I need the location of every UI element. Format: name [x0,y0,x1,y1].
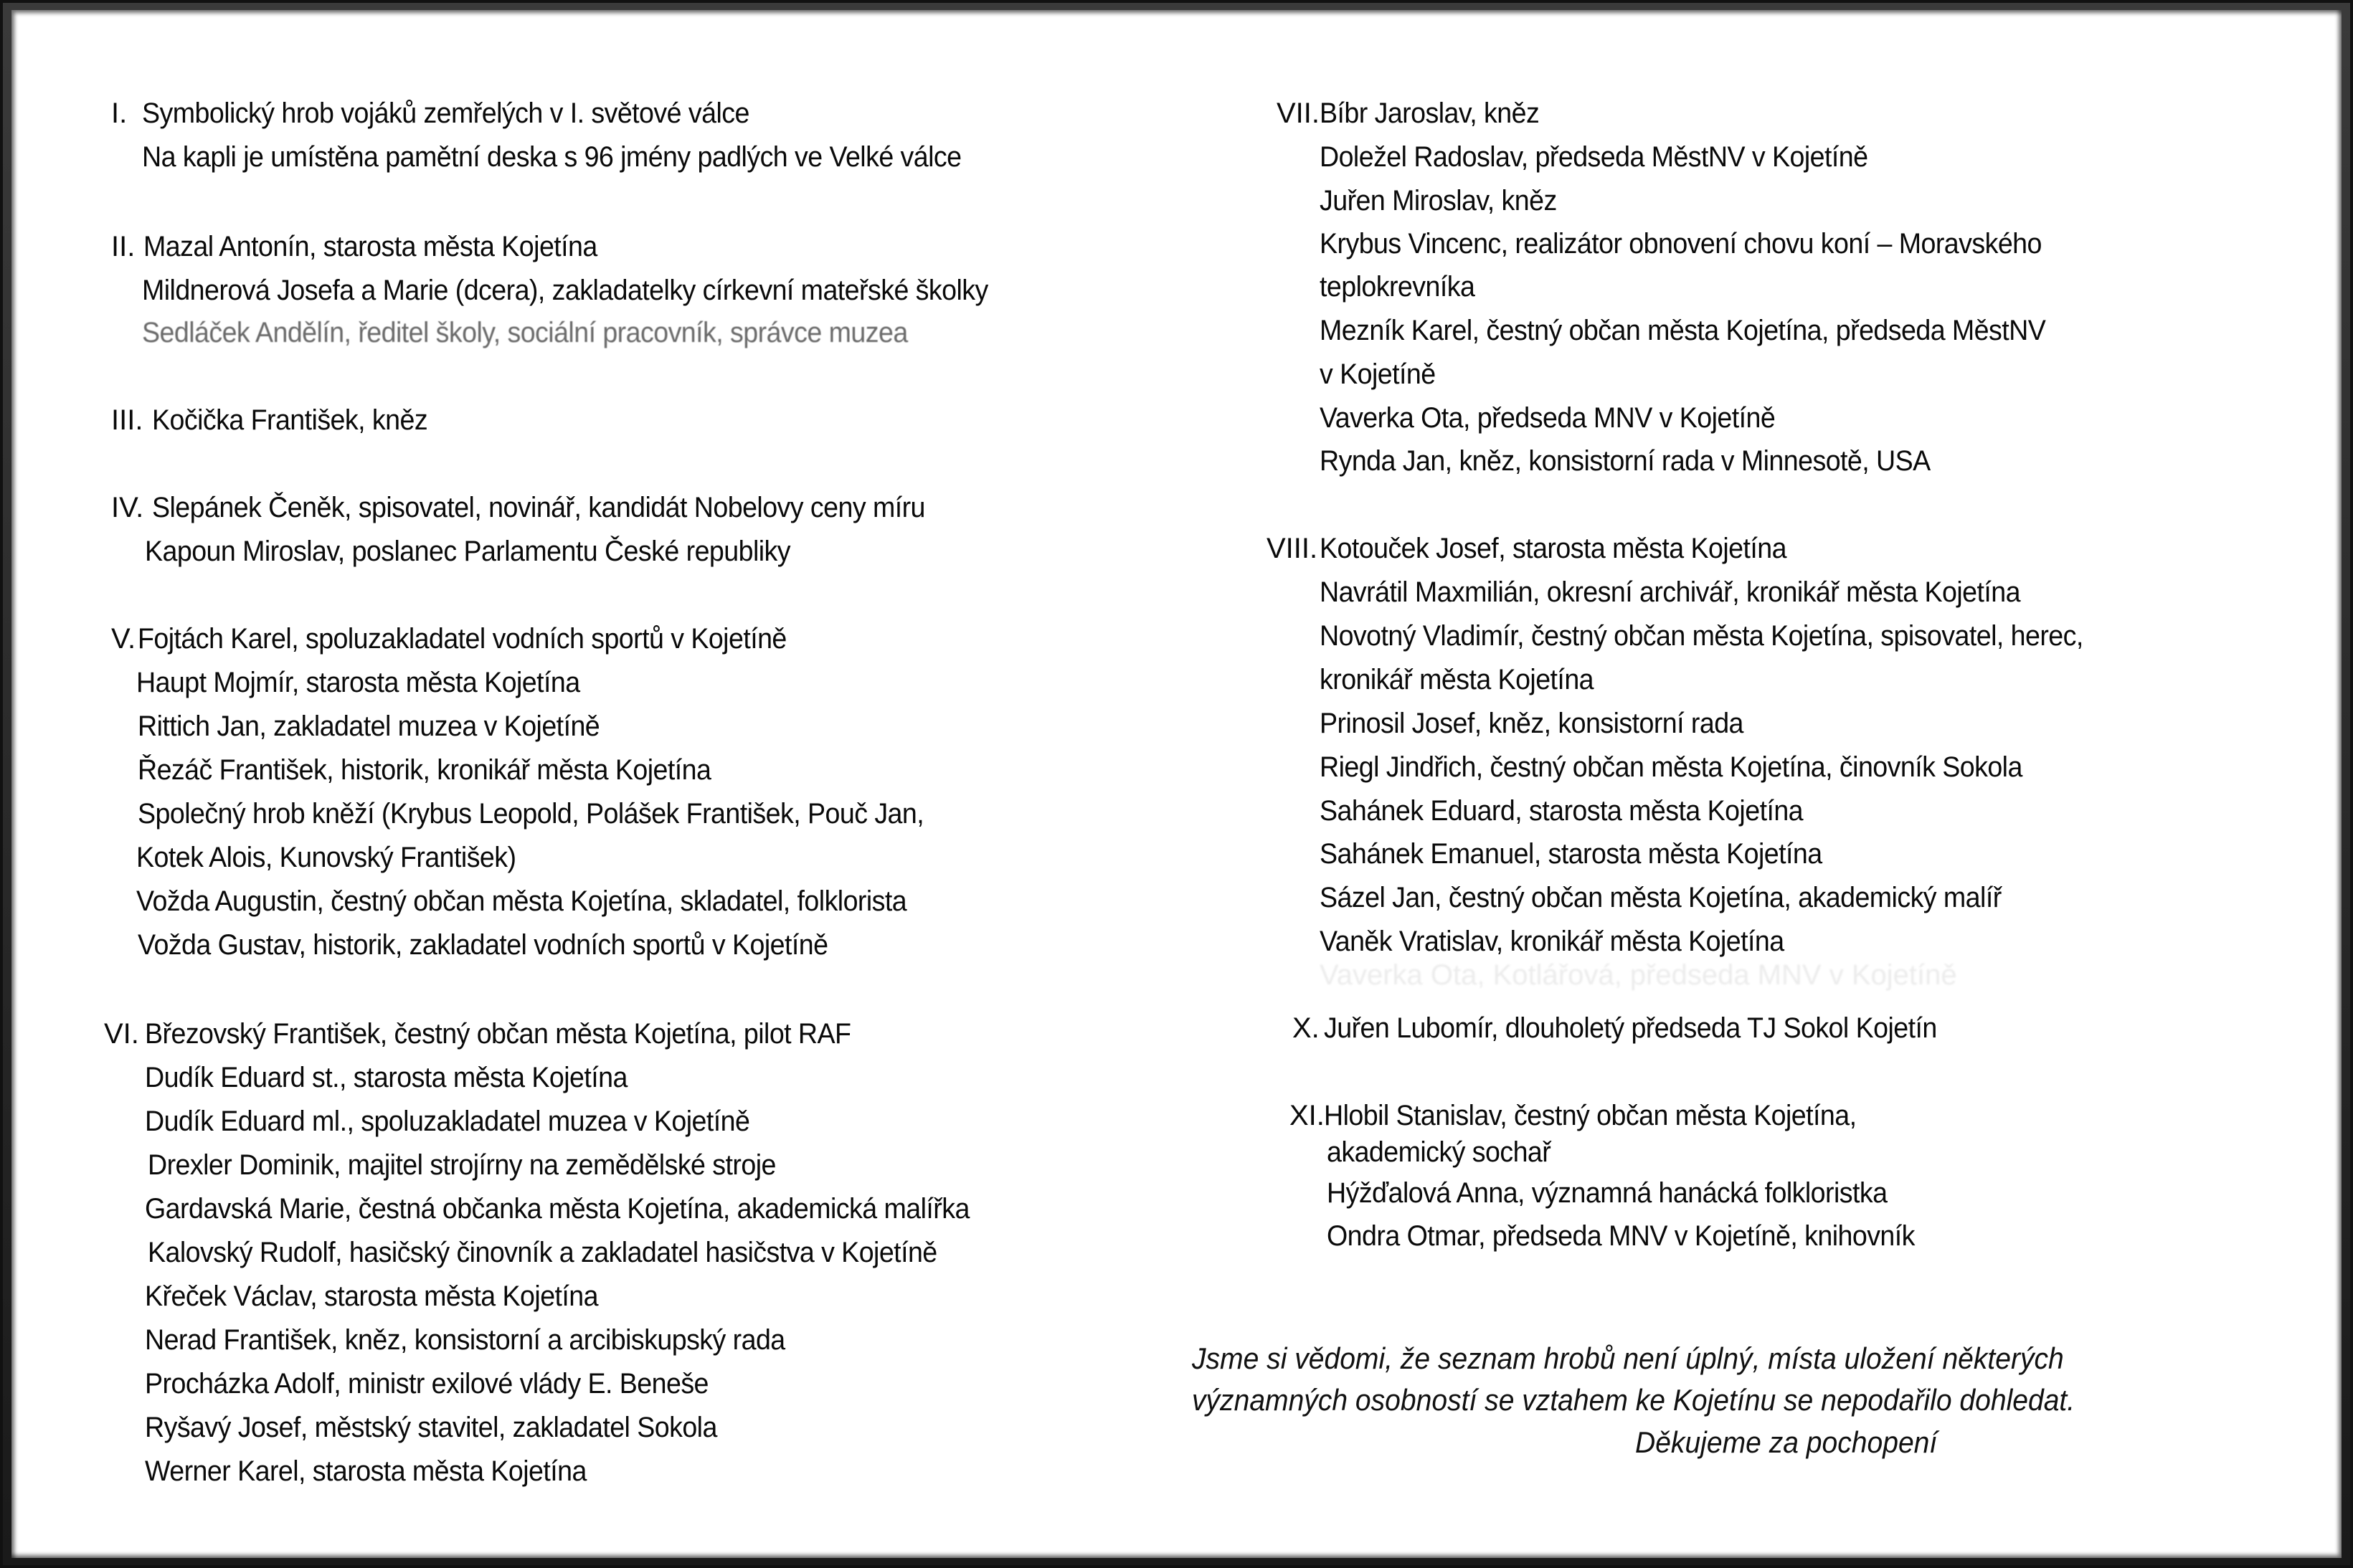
section-line: Řezáč František, historik, kronikář města Kojetína [138,754,711,786]
section-numeral: V. [111,623,136,655]
faded-residual-text: Vaverka Ota, Kotlářová, předseda MNV v Kojetíně [1320,959,1957,991]
section-line: Rynda Jan, kněz, konsistorní rada v Minnesotě, USA [1320,445,1931,477]
section-line: Drexler Dominik, majitel strojírny na zemědělské stroje [148,1149,776,1181]
section-line: Vožda Gustav, historik, zakladatel vodních sportů v Kojetíně [138,929,828,961]
section-line: Prinosil Josef, kněz, konsistorní rada [1320,708,1743,739]
section-line: Březovský František, čestný občan města Kojetína, pilot RAF [145,1018,851,1050]
section-line: Společný hrob kněží (Krybus Leopold, Polášek František, Pouč Jan, [138,798,924,830]
section-numeral: VIII. [1267,533,1318,564]
document-page [11,10,2342,1558]
section-line: Ryšavý Josef, městský stavitel, zakladatel Sokola [145,1412,717,1443]
section-line: Krybus Vincenc, realizátor obnovení chovu koní – Moravského [1320,228,2042,260]
section-line: v Kojetíně [1320,358,1436,390]
section-line: Sázel Jan, čestný občan města Kojetína, akademický malíř [1320,882,2002,913]
section-line: Nerad František, kněz, konsistorní a arcibiskupský rada [145,1324,785,1356]
section-line: Kalovský Rudolf, hasičský činovník a zakladatel hasičstva v Kojetíně [148,1237,937,1268]
section-numeral: I. [111,98,128,129]
section-numeral: II. [111,231,136,262]
section-line: Riegl Jindřich, čestný občan města Kojetína, činovník Sokola [1320,751,2022,783]
section-line: Vožda Augustin, čestný občan města Kojetína, skladatel, folklorista [136,885,907,917]
section-line: Kotouček Josef, starosta města Kojetína [1320,533,1786,564]
section-line: Vaněk Vratislav, kronikář města Kojetína [1320,926,1784,957]
section-line: Symbolický hrob vojáků zemřelých v I. světové válce [142,98,749,129]
section-line: Bíbr Jaroslav, kněz [1320,98,1540,129]
section-line: Gardavská Marie, čestná občanka města Kojetína, akademická malířka [145,1193,970,1225]
section-numeral: XI. [1289,1100,1325,1131]
note-line-1: Jsme si vědomi, že seznam hrobů není úplný, místa uložení některých [1192,1341,2064,1375]
section-line: kronikář města Kojetína [1320,664,1594,695]
section-line: Procházka Adolf, ministr exilové vlády E. Beneše [145,1368,709,1400]
section-line: Kapoun Miroslav, poslanec Parlamentu České republiky [145,536,791,567]
section-line: Juřen Miroslav, kněz [1320,185,1557,217]
section-line: Mazal Antonín, starosta města Kojetína [143,231,597,262]
section-line: Sahánek Emanuel, starosta města Kojetína [1320,838,1822,870]
section-line: Mezník Karel, čestný občan města Kojetína, předseda MěstNV [1320,315,2046,346]
section-line: Vaverka Ota, předseda MNV v Kojetíně [1320,402,1776,434]
section-line: Sedláček Andělín, ředitel školy, sociální pracovník, správce muzea [142,317,908,348]
section-line: teplokrevníka [1320,271,1475,303]
section-line: Na kapli je umístěna pamětní deska s 96 jmény padlých ve Velké válce [142,141,962,173]
section-line: Hlobil Stanislav, čestný občan města Kojetína, [1324,1100,1857,1131]
section-numeral: VI. [104,1018,139,1050]
section-line: Mildnerová Josefa a Marie (dcera), zakladatelky církevní mateřské školky [142,275,988,306]
section-numeral: VII. [1277,98,1320,129]
section-line: Dudík Eduard ml., spoluzakladatel muzea v Kojetíně [145,1106,750,1137]
section-line: Juřen Lubomír, dlouholetý předseda TJ Sokol Kojetín [1324,1012,1937,1044]
section-line: akademický sochař [1327,1136,1551,1168]
section-line: Fojtách Karel, spoluzakladatel vodních sportů v Kojetíně [138,623,787,655]
section-numeral: X. [1292,1012,1320,1044]
section-line: Novotný Vladimír, čestný občan města Kojetína, spisovatel, herec, [1320,620,2083,652]
section-numeral: IV. [111,492,144,523]
note-line-2: významných osobností se vztahem ke Kojetínu se nepodařilo dohledat. [1192,1383,2075,1417]
section-line: Křeček Václav, starosta města Kojetína [145,1280,599,1312]
section-line: Werner Karel, starosta města Kojetína [145,1455,587,1487]
section-line: Dudík Eduard st., starosta města Kojetína [145,1062,628,1093]
section-line: Kočička František, kněz [152,404,428,436]
section-line: Ondra Otmar, předseda MNV v Kojetíně, knihovník [1327,1220,1915,1252]
section-line: Hýžďalová Anna, významná hanácká folkloristka [1327,1177,1888,1209]
section-line: Slepánek Čeněk, spisovatel, novinář, kandidát Nobelovy ceny míru [152,492,925,523]
section-line: Kotek Alois, Kunovský František) [136,842,516,873]
note-thanks: Děkujeme za pochopení [1635,1425,1938,1459]
section-line: Navrátil Maxmilián, okresní archivář, kronikář města Kojetína [1320,576,2020,608]
section-numeral: III. [111,404,143,436]
section-line: Haupt Mojmír, starosta města Kojetína [136,667,580,698]
section-line: Doležel Radoslav, předseda MěstNV v Kojetíně [1320,141,1868,173]
section-line: Sahánek Eduard, starosta města Kojetína [1320,795,1804,827]
section-line: Rittich Jan, zakladatel muzea v Kojetíně [138,711,600,742]
